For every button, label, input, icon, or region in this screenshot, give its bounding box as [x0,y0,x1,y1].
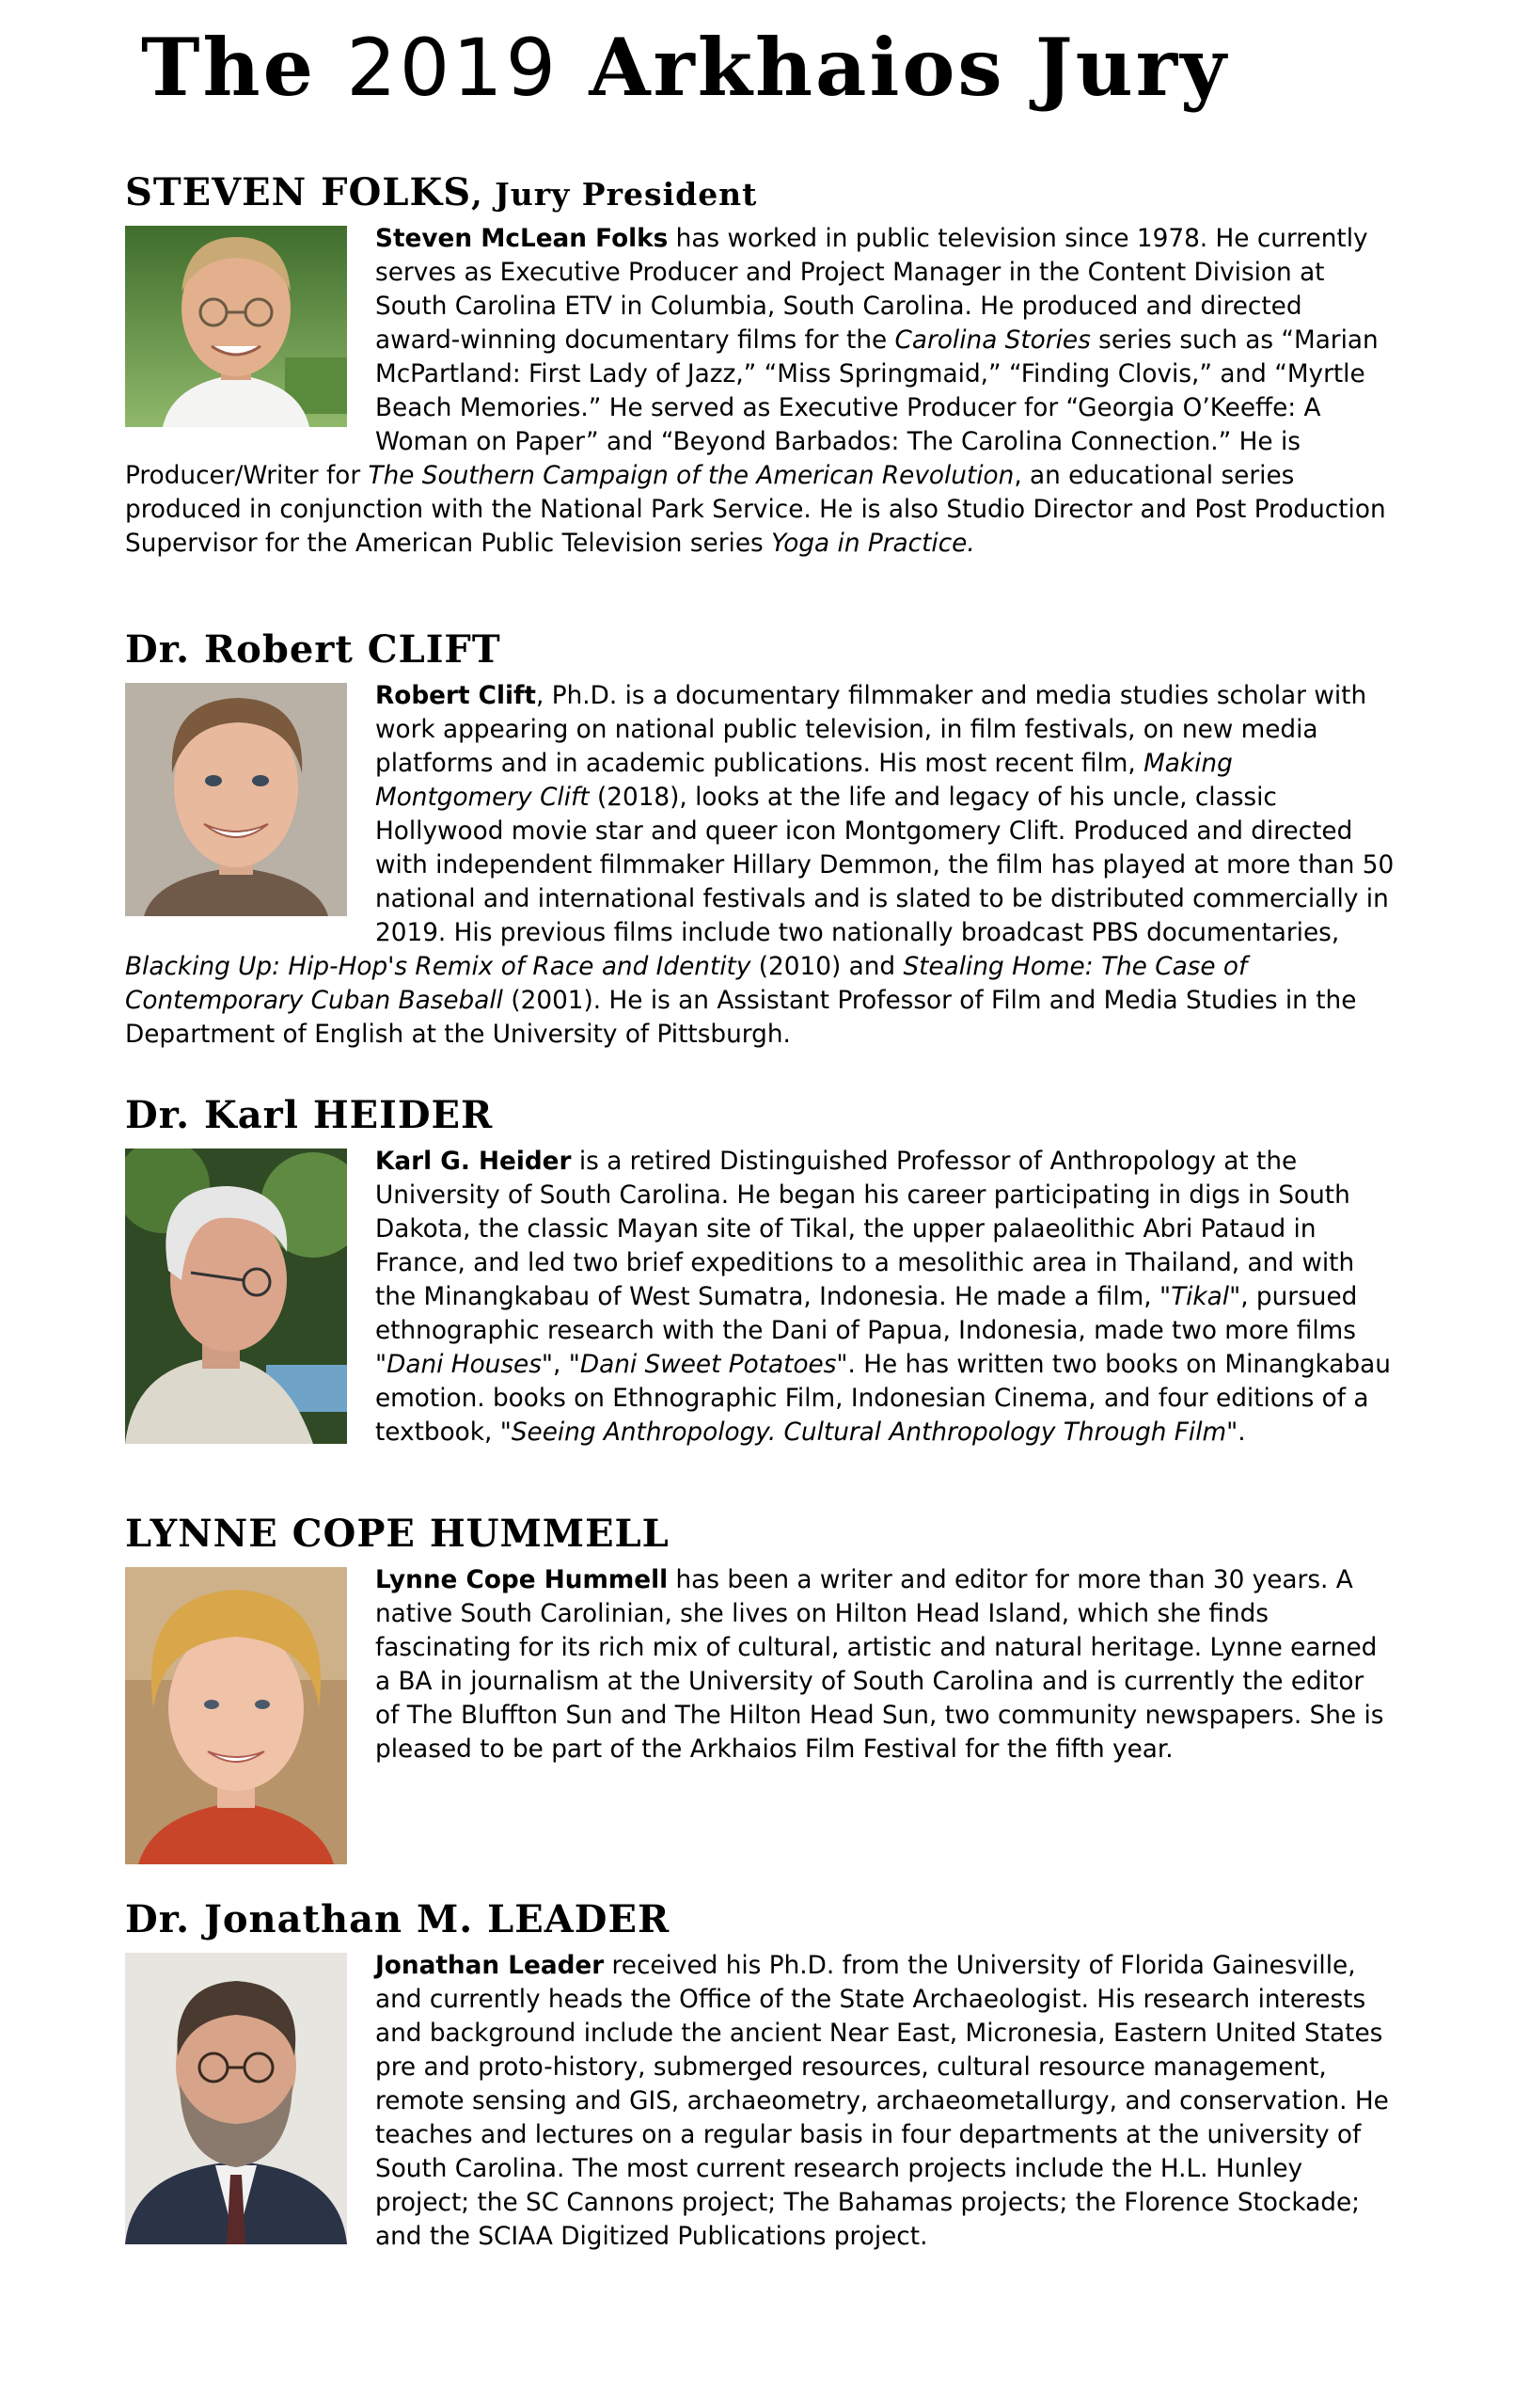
bio-text: ". He has written two books on Minangkabau emotion. books on Ethnographic Film, Indonesian Cinema, and four editions of a textbook, " [375,1351,1391,1447]
bio-title: Blacking Up: Hip-Hop's Remix of Race and Identity [125,953,751,981]
bio-name: Robert Clift [375,682,537,710]
bio-text: ", " [541,1351,580,1379]
juror-photo [125,683,347,916]
juror-name: LYNNE COPE HUMMELL [125,1512,670,1556]
bio-title: Tikal [1171,1283,1230,1311]
bio-text: series such as “Marian McPartland: First Lady of Jazz,” “Miss Springmaid,” “Finding Clovis,” and “Myrtle Beach Memories.” He served as Executive Producer for “Georgia O’Keeffe: A Woman on Paper” and “Beyond Barbados: The Carolina Connection.” He is Producer/Writer for [125,326,1379,490]
bio-text: is a retired Distinguished Professor of Anthropology at the University of South Carolina. He began his career participating in digs in South Dakota, the classic Mayan site of Tikal, the upper palaeolithic Abri Pataud in France, and led two brief expeditions to a mesolithic area in Thailand, and with the Minangkabau of West Sumatra, Indonesia. He made a film, " [375,1148,1355,1311]
bio-text: (2018), looks at the life and legacy of his uncle, classic Hollywood movie star and queer icon Montgomery Clift. Produced and directed with independent filmmaker Hillary Demmon, the film has played at more than 50 national and international festivals and is slated to be distributed commercially in 2019. His previous films include two nationally broadcast PBS documentaries, [375,784,1395,947]
juror-name: STEVEN FOLKS [125,170,472,214]
bio-title: Making Montgomery Clift [375,750,1233,812]
page-title-pre: The [141,21,317,114]
juror-heading [125,621,1395,679]
juror-section-heider [125,1086,1395,1450]
page-title [141,21,1229,114]
bio-title: Seeing Anthropology. Cultural Anthropology Through Film [511,1418,1227,1447]
juror-photo [125,1567,347,1864]
bio-title: The Southern Campaign of the American Revolution [368,462,1015,490]
page-title-year: 2019 [346,22,560,114]
bio-text: has been a writer and editor for more than 30 years. A native South Carolinian, she lives on Hilton Head Island, which she finds fascinating for its rich mix of cultural, artistic and natural heritage. Lynne earned a BA in journalism at the University of South Carolina and is currently the editor of The Bluffton Sun and The Hilton Head Sun, two community newspapers. She is pleased to be part of the Arkhaios Film Festival for the fifth year. [375,1566,1384,1764]
juror-heading [125,1505,1395,1563]
juror-section-leader [125,1891,1395,2254]
juror-name: Dr. Jonathan M. LEADER [125,1897,670,1941]
bio-title: Carolina Stories [894,326,1091,355]
bio-name: Steven McLean Folks [375,225,669,253]
juror-heading [125,1891,1395,1949]
juror-heading [125,1086,1395,1145]
bio-text: (2010) and [750,953,904,981]
bio-title: Dani Sweet Potatoes [579,1351,837,1379]
bio-title: Stealing Home: The Case of Contemporary Cuban Baseball [125,953,1248,1015]
juror-name: Dr. Karl HEIDER [125,1093,494,1137]
bio-text: (2001). He is an Assistant Professor of Film and Media Studies in the Department of English at the University of Pittsburgh. [125,987,1357,1049]
juror-section-folks [125,164,1395,561]
bio-name: Karl G. Heider [375,1148,572,1176]
bio-text: , an educational series produced in conjunction with the National Park Service. He is also Studio Director and Post Production Supervisor for the American Public Television series [125,462,1386,558]
bio-title: Yoga in Practice. [771,530,975,558]
juror-heading [125,164,1395,222]
juror-name: Dr. Robert CLIFT [125,627,501,672]
bio-text: has worked in public television since 1978. He currently serves as Executive Producer and Project Manager in the Content Division at South Carolina ETV in Columbia, South Carolina. He produced and directed award-winning documentary films for the [375,225,1368,355]
juror-photo [125,226,347,427]
bio-name: Jonathan Leader [375,1952,605,1980]
bio-name: Lynne Cope Hummell [375,1566,669,1594]
juror-section-hummell [125,1505,1395,1870]
bio-title: Dani Houses [386,1351,542,1379]
juror-photo [125,1953,347,2244]
page-title-post: Arkhaios Jury [589,21,1229,114]
bio-text: received his Ph.D. from the University of Florida Gainesville, and currently heads the Office of the State Archaeologist. His research interests and background include the ancient Near East, Micronesia, Eastern United States pre and proto-history, submerged resources, cultural resource management, remote sensing and GIS, archaeometry, archaeometallurgy, and conservation. He teaches and lectures on a regular basis in four departments at the university of South Carolina. The most current research projects include the H.L. Hunley project; the SC Cannons project; The Bahamas projects; the Florence Stockade; and the SCIAA Digitized Publications project. [375,1952,1389,2251]
juror-title: , Jury President [471,176,758,213]
bio-text: ". [1226,1418,1246,1447]
bio-text: , Ph.D. is a documentary filmmaker and media studies scholar with work appearing on national public television, in film festivals, on new media platforms and in academic publications. His most recent film, [375,682,1367,778]
juror-photo [125,1149,347,1444]
bio-text: ", pursued ethnographic research with the Dani of Papua, Indonesia, made two more films " [375,1283,1358,1379]
juror-section-clift [125,621,1395,1052]
